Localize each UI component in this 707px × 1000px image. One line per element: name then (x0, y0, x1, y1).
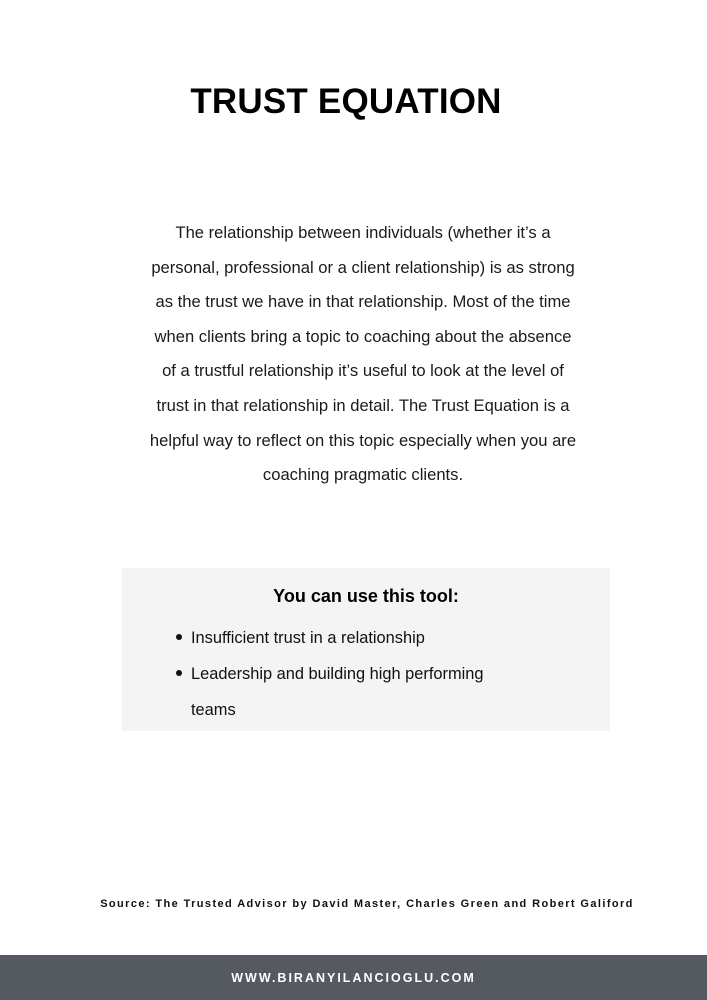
list-item (191, 620, 581, 656)
intro-line: when clients bring a topic to coaching about the absence (154, 326, 572, 346)
bullet-icon (176, 634, 182, 640)
list-item (191, 656, 581, 692)
list-item-text: Leadership and building high performing (191, 665, 484, 683)
tool-usage-box (122, 568, 610, 731)
list-item-continuation (191, 692, 581, 728)
tool-usage-list (191, 620, 581, 728)
intro-line: trust in that relationship in detail. The Trust Equation is a (156, 395, 570, 415)
source-citation: Source: The Trusted Advisor by David Master, Charles Green and Robert Galiford (100, 898, 634, 910)
intro-paragraph (113, 216, 613, 493)
list-item-text: teams (191, 701, 236, 719)
list-item-text: Insufficient trust in a relationship (191, 629, 425, 647)
intro-line: The relationship between individuals (whether it’s a (175, 223, 551, 242)
page-title: TRUST EQUATION (190, 82, 502, 121)
intro-line: personal, professional or a client relationship) is as strong (151, 257, 575, 277)
bullet-icon (176, 670, 182, 676)
intro-line: helpful way to reflect on this topic especially when you are (149, 430, 577, 450)
footer-bar (0, 955, 707, 1000)
website-link[interactable]: WWW.BIRANYILANCIOGLU.COM (231, 971, 476, 985)
intro-line: of a trustful relationship it’s useful to look at the level of (162, 361, 564, 381)
tool-usage-heading: You can use this tool: (273, 586, 459, 606)
intro-line: coaching pragmatic clients. (262, 465, 464, 485)
intro-line: as the trust we have in that relationship. Most of the time (155, 292, 571, 312)
